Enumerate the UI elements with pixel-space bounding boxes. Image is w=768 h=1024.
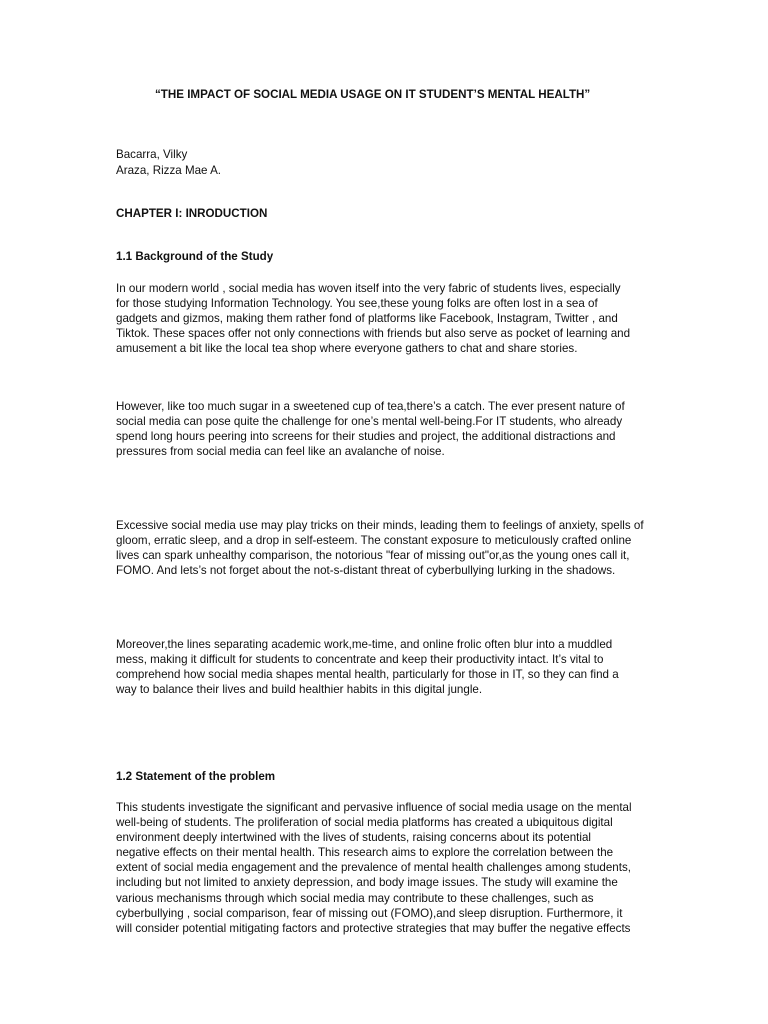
paragraph-background-2: [116, 399, 656, 459]
paragraph-line: amusement a bit like the local tea shop where everyone gathers to chat and share stories.: [116, 342, 578, 356]
author-list: [116, 147, 221, 178]
paragraph-line: Moreover,the lines separating academic work,me-time, and online frolic often blur into a muddled: [116, 638, 613, 651]
document-title: “THE IMPACT OF SOCIAL MEDIA USAGE ON IT STUDENT’S MENTAL HEALTH”: [155, 88, 591, 101]
paragraph-line: pressures from social media can feel like an avalanche of noise.: [116, 445, 445, 459]
paragraph-line: way to balance their lives and build healthier habits in this digital jungle.: [116, 683, 483, 697]
paragraph-background-4: [116, 637, 656, 697]
paragraph-line: Excessive social media use may play tricks on their minds, leading them to feelings of anxiety, spells of: [116, 519, 644, 532]
paragraph-line: for those studying Information Technology. You see,these young folks are often lost in a sea of: [116, 297, 598, 311]
paragraph-line: cyberbullying , social comparison, fear of missing out (FOMO),and sleep disruption. Furthermore, it: [116, 906, 623, 920]
paragraph-line: mess, making it difficult for students to concentrate and keep their productivity intact. It’s vital to: [116, 653, 604, 667]
author-name: Bacarra, Vilky: [116, 148, 188, 161]
paragraph-line: This students investigate the significant and pervasive influence of social media usage on the mental: [116, 801, 632, 814]
paragraph-line: including but not limited to anxiety depression, and body image issues. The study will examine the: [116, 876, 618, 890]
paragraph-line: gloom, erratic sleep, and a drop in self-esteem. The constant exposure to meticulously crafted online: [116, 534, 632, 548]
paragraph-line: gadgets and gizmos, making them rather fond of platforms like Facebook, Instagram, Twitter , and: [116, 312, 618, 326]
paragraph-line: negative effects on their mental health. This research aims to explore the correlation between the: [116, 846, 614, 860]
paragraph-line: various mechanisms through which social media may contribute to these challenges, such as: [116, 891, 594, 905]
paragraph-line: FOMO. And lets’s not forget about the not-s-distant threat of cyberbullying lurking in the shadows.: [116, 564, 616, 578]
paragraph-background-1: [116, 281, 656, 356]
paragraph-line: will consider potential mitigating factors and protective strategies that may buffer the negative effects: [116, 921, 631, 935]
paragraph-line: In our modern world , social media has woven itself into the very fabric of students lives, especially: [116, 282, 621, 295]
paragraph-line: Tiktok. These spaces offer not only connections with friends but also serve as pocket of learning and: [116, 327, 631, 341]
paragraph-line: spend long hours peering into screens for their studies and project, the additional distractions and: [116, 430, 616, 444]
chapter-heading: CHAPTER I: INRODUCTION: [116, 207, 268, 220]
paragraph-line: social media can pose quite the challenge for one’s mental well-being.For IT students, who already: [116, 415, 623, 429]
paragraph-line: lives can spark unhealthy comparison, the notorious "fear of missing out"or,as the young ones call it,: [116, 549, 630, 563]
section-heading-background: 1.1 Background of the Study: [116, 250, 274, 263]
paragraph-line: well-being of students. The proliferation of social media platforms has created a ubiquitous digital: [116, 816, 613, 830]
paragraph-line: extent of social media engagement and the prevalence of mental health challenges among students,: [116, 861, 631, 875]
section-heading-problem: 1.2 Statement of the problem: [116, 770, 276, 783]
paragraph-problem: [116, 800, 656, 936]
paragraph-line: environment deeply intertwined with the lives of students, raising concerns about its potential: [116, 831, 591, 845]
author-name: Araza, Rizza Mae A.: [116, 163, 222, 177]
paragraph-line: comprehend how social media shapes mental health, particularly for those in IT, so they can find a: [116, 668, 619, 682]
paragraph-background-3: [116, 518, 656, 578]
paragraph-line: However, like too much sugar in a sweetened cup of tea,there’s a catch. The ever present nature of: [116, 400, 625, 413]
